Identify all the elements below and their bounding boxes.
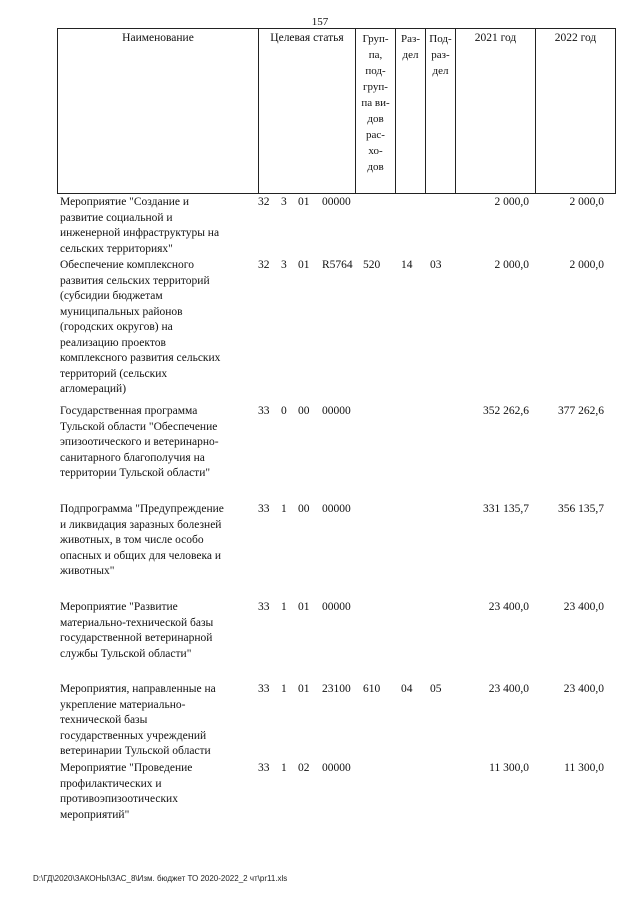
header-group-text: Груп- па, под- груп- па ви- дов рас- хо- дов	[361, 33, 390, 173]
code-group: 610	[363, 683, 381, 695]
code-direction: 00000	[322, 405, 351, 417]
code-program: 32	[258, 259, 270, 271]
code-subprogram: 3	[281, 259, 287, 271]
code-direction: 00000	[322, 503, 351, 515]
header-section	[395, 29, 425, 193]
header-2021	[455, 29, 535, 193]
code-subprogram: 1	[281, 683, 287, 695]
code-direction: R5764	[322, 259, 353, 271]
code-event: 00	[298, 405, 310, 417]
code-event: 00	[298, 503, 310, 515]
table-header	[57, 28, 616, 194]
code-subprogram: 1	[281, 503, 287, 515]
amount-2022: 2 000,0	[569, 196, 604, 208]
code-event: 02	[298, 762, 310, 774]
code-subsection: 05	[430, 683, 442, 695]
code-direction: 00000	[322, 196, 351, 208]
header-subsection-text: Под- раз- дел	[429, 33, 452, 77]
amount-2022: 23 400,0	[563, 683, 604, 695]
row-name: Мероприятия, направленные на укрепление материально- технической базы государственных учреждений ветеринарии Тульской области	[60, 683, 216, 757]
code-section: 04	[401, 683, 413, 695]
header-2022	[535, 29, 615, 193]
code-section: 14	[401, 259, 413, 271]
amount-2021: 331 135,7	[483, 503, 529, 515]
code-event: 01	[298, 196, 310, 208]
code-group: 520	[363, 259, 381, 271]
code-event: 01	[298, 259, 310, 271]
code-direction: 00000	[322, 601, 351, 613]
amount-2021: 11 300,0	[489, 762, 529, 774]
amount-2021: 352 262,6	[483, 405, 529, 417]
row-name: Обеспечение комплексного развития сельских территорий (субсидии бюджетам муниципальных районов (городских округов) на реализацию проектов комплексного развития сельских территорий (сельских агломераций)	[60, 259, 221, 395]
code-program: 33	[258, 601, 270, 613]
header-2021-text: 2021 год	[474, 32, 517, 44]
code-direction: 00000	[322, 762, 351, 774]
amount-2022: 23 400,0	[563, 601, 604, 613]
row-name: Мероприятие "Развитие материально-технической базы государственной ветеринарной службы Тульской области"	[60, 601, 214, 660]
header-section-text: Раз- дел	[400, 33, 420, 61]
header-target-article-text: Целевая статья	[270, 32, 344, 44]
row-name: Подпрограмма "Предупреждение и ликвидация заразных болезней животных, в том числе особо опасных и общих для человека и животных"	[60, 503, 224, 577]
amount-2022: 2 000,0	[569, 259, 604, 271]
page-number: 157	[311, 16, 329, 28]
header-group	[355, 29, 395, 193]
code-program: 33	[258, 683, 270, 695]
amount-2021: 2 000,0	[494, 196, 529, 208]
code-subprogram: 0	[281, 405, 287, 417]
amount-2022: 377 262,6	[558, 405, 604, 417]
code-program: 33	[258, 762, 270, 774]
code-program: 32	[258, 196, 270, 208]
row-name: Мероприятие "Создание и развитие социальной и инженерной инфраструктуры на сельских территориях"	[60, 196, 220, 255]
code-event: 01	[298, 601, 310, 613]
amount-2022: 11 300,0	[564, 762, 604, 774]
code-subprogram: 1	[281, 762, 287, 774]
code-direction: 23100	[322, 683, 351, 695]
header-name	[58, 29, 258, 193]
code-subprogram: 3	[281, 196, 287, 208]
file-path-footer: D:\ГД\2020\ЗАКОНЫ\ЗАС_8\Изм. бюджет ТО 2020-2022_2 чт\pr11.xls	[33, 874, 288, 883]
header-2022-text: 2022 год	[554, 32, 597, 44]
row-name: Мероприятие "Проведение профилактических и противоэпизоотических мероприятий"	[60, 762, 193, 821]
code-subprogram: 1	[281, 601, 287, 613]
amount-2021: 23 400,0	[488, 683, 529, 695]
header-target-article	[258, 29, 355, 193]
code-subsection: 03	[430, 259, 442, 271]
code-event: 01	[298, 683, 310, 695]
amount-2021: 2 000,0	[494, 259, 529, 271]
amount-2022: 356 135,7	[558, 503, 604, 515]
row-name: Государственная программа Тульской области "Обеспечение эпизоотического и ветеринарно- санитарного благополучия на территории Тульской области"	[60, 405, 219, 479]
amount-2021: 23 400,0	[488, 601, 529, 613]
code-program: 33	[258, 503, 270, 515]
header-subsection	[425, 29, 455, 193]
code-program: 33	[258, 405, 270, 417]
header-name-text: Наименование	[122, 32, 194, 44]
